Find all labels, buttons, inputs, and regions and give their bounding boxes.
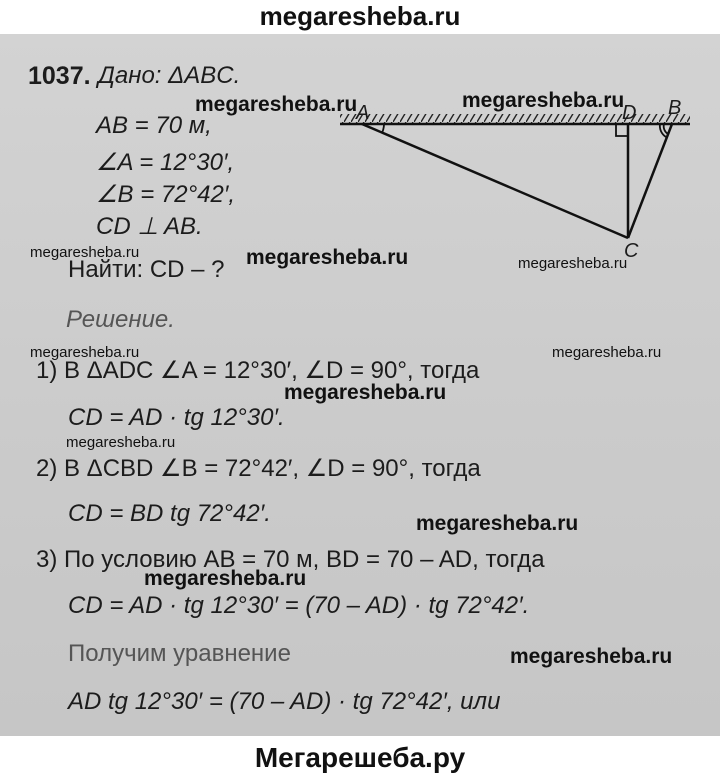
- solution-step: 3) По условию AB = 70 м, BD = 70 – AD, тогда: [36, 546, 545, 573]
- problem-number: 1037.: [28, 62, 91, 90]
- given-line: CD ⊥ AB.: [96, 213, 203, 240]
- vertex-label-a: A: [356, 102, 370, 124]
- segment-ac: [362, 124, 628, 238]
- bottom-site-banner: Мегарешеба.ру: [0, 736, 720, 780]
- watermark: megaresheba.ru: [284, 381, 447, 404]
- angle-b-arc: [664, 124, 668, 134]
- right-angle-mark: [616, 124, 628, 136]
- vertex-label-c: C: [624, 240, 639, 262]
- solution-label: Решение.: [66, 306, 175, 333]
- given-line: ∠A = 12°30′,: [96, 149, 235, 176]
- vertex-label-b: B: [668, 97, 682, 119]
- angle-a-arc: [382, 124, 384, 133]
- solution-step: 2) В ΔCBD ∠B = 72°42′, ∠D = 90°, тогда: [36, 455, 481, 482]
- watermark: megaresheba.ru: [518, 255, 628, 272]
- watermark: megaresheba.ru: [30, 244, 140, 261]
- solution-step: Получим уравнение: [68, 640, 291, 667]
- top-site-banner: megaresheba.ru: [0, 0, 720, 34]
- triangle-figure: [330, 92, 710, 272]
- solution-step: CD = BD tg 72°42′.: [68, 500, 271, 527]
- given-line: ∠B = 72°42′,: [96, 181, 236, 208]
- ground-hatching: [340, 114, 690, 124]
- solution-step: AD tg 12°30′ = (70 – AD) · tg 72°42′, или: [68, 688, 501, 715]
- solution-step: 1) В ΔADC ∠A = 12°30′, ∠D = 90°, тогда: [36, 357, 480, 384]
- watermark: megaresheba.ru: [246, 246, 409, 269]
- find-line: Найти: CD – ?: [68, 256, 225, 283]
- watermark: megaresheba.ru: [195, 93, 358, 116]
- watermark: megaresheba.ru: [552, 344, 662, 361]
- segment-bc: [628, 124, 672, 238]
- watermark: megaresheba.ru: [416, 512, 579, 535]
- watermark: megaresheba.ru: [144, 567, 307, 590]
- given-label: Дано: ΔABC.: [98, 62, 241, 89]
- given-line: AB = 70 м,: [96, 112, 212, 139]
- watermark: megaresheba.ru: [462, 89, 625, 112]
- solution-step: CD = AD · tg 12°30′ = (70 – AD) · tg 72°42′.: [68, 592, 530, 619]
- vertex-label-d: D: [622, 102, 637, 124]
- solution-step: CD = AD · tg 12°30′.: [68, 404, 285, 431]
- watermark: megaresheba.ru: [66, 434, 176, 451]
- watermark: megaresheba.ru: [510, 645, 673, 668]
- watermark: megaresheba.ru: [30, 344, 140, 361]
